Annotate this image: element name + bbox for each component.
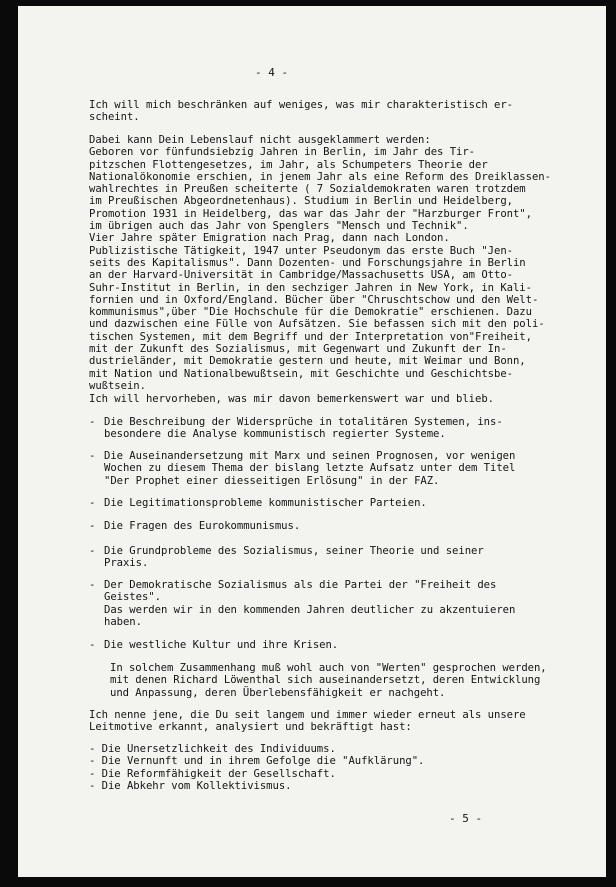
text-line: im übrigen auch das Jahr von Spenglers "Mensch und Technik". — [89, 220, 469, 233]
text-line: mit denen Richard Löwenthal sich auseinandersetzt, deren Entwicklung — [110, 674, 541, 687]
highlight-intro: Ich will hervorheben, was mir davon bemerkenswert war und blieb. — [89, 393, 494, 405]
text-line: Wochen zu diesem Thema der bislang letzte Aufsatz unter dem Titel — [104, 462, 516, 475]
list-item: - Die Reformfähigkeit der Gesellschaft. — [89, 767, 336, 780]
list-item — [89, 416, 503, 441]
context-paragraph — [110, 662, 547, 699]
text-line: dustrieländer, mit Demokratie gestern und heute, mit Weimar und Bonn, — [89, 355, 526, 368]
text-line: Nationalökonomie erschien, in jenem Jahr als eine Reform des Dreiklassen- — [89, 170, 551, 183]
text-line: Die westliche Kultur und ihre Krisen. — [104, 639, 339, 651]
text-line: tischen Systemen, mit dem Begriff und der Interpretation von"Freiheit, — [89, 330, 532, 343]
text-line: Ich will mich beschränken auf weniges, was mir charakteristisch er- — [89, 99, 513, 111]
text-line: Die Auseinandersetzung mit Marx und seinen Prognosen, vor wenigen — [104, 450, 516, 462]
list-dash: - — [89, 520, 96, 532]
list-item — [89, 639, 338, 651]
text-line: besondere die Analyse kommunistisch regierter Systeme. — [104, 428, 446, 441]
text-line: scheint. — [89, 111, 140, 124]
page-number-bottom: - 5 - — [449, 812, 483, 825]
list-item — [89, 450, 515, 487]
text-line: seits des Kapitalismus". Dann Dozenten- und Forschungsjahre in Berlin — [89, 256, 526, 269]
list-dash: - — [89, 497, 96, 509]
list-item: - Die Vernunft und in ihrem Gefolge die "Aufklärung". — [89, 755, 425, 768]
text-line: im Preußischen Abgeordnetenhaus). Studium in Berlin und Heidelberg, — [89, 195, 513, 208]
text-line: Publizistische Tätigkeit, 1947 unter Pseudonym das erste Buch "Jen- — [89, 244, 513, 257]
text-line: Ich nenne jene, die Du seit langem und immer wieder erneut als unsere — [89, 709, 526, 721]
text-line: an der Harvard-Universität in Cambridge/Massachusetts USA, am Otto- — [89, 269, 513, 282]
text-line: Die Grundprobleme des Sozialismus, seiner Theorie und seiner — [104, 545, 484, 557]
text-line: mit der Zukunft des Sozialismus, mit Gegenwart und Zukunft der In- — [89, 343, 507, 356]
text-line: Geboren vor fünfundsiebzig Jahren in Berlin, im Jahr des Tir- — [89, 146, 476, 159]
text-line: Die Beschreibung der Widersprüche in totalitären Systemen, ins- — [104, 416, 503, 428]
text-line: kommunismus",über "Die Hochschule für die Demokratie" erschienen. Dazu — [89, 306, 532, 319]
list-item: - Die Abkehr vom Kollektivismus. — [89, 779, 292, 792]
text-line: Dabei kann Dein Lebenslauf nicht ausgeklammert werden: — [89, 134, 431, 146]
list-item — [89, 545, 484, 570]
leitmotive-intro — [89, 709, 526, 734]
intro-paragraph — [89, 99, 513, 124]
text-line: Praxis. — [104, 557, 149, 570]
leitmotive-list — [89, 743, 424, 792]
text-line: Das werden wir in den kommenden Jahren deutlicher zu akzentuieren — [104, 603, 516, 616]
list-dash: - — [89, 545, 96, 557]
text-line: und dazwischen eine Fülle von Aufsätzen. Sie befassen sich mit den poli- — [89, 318, 545, 331]
text-line: In solchem Zusammenhang muß wohl auch von "Werten" gesprochen werden, — [110, 662, 547, 674]
list-item — [89, 497, 427, 509]
text-line: pitzschen Flottengesetzes, im Jahr, als Schumpeters Theorie der — [89, 158, 488, 171]
page-number-top: - 4 - — [255, 66, 289, 79]
list-item: - Die Unersetzlichkeit des Individuums. — [89, 743, 336, 755]
biography-paragraph — [89, 134, 551, 392]
text-line: Promotion 1931 in Heidelberg, das war das Jahr der "Harzburger Front", — [89, 207, 532, 220]
list-item — [89, 579, 515, 628]
text-line: fornien und in Oxford/England. Bücher über "Chruschtschow und den Welt- — [89, 293, 539, 306]
text-line: haben. — [104, 615, 142, 628]
text-line: Suhr-Institut in Berlin, in den sechziger Jahren in New York, in Kali- — [89, 281, 532, 294]
text-line: wußtsein. — [89, 379, 146, 392]
list-dash: - — [89, 579, 96, 591]
text-line: Die Legitimationsprobleme kommunistischer Parteien. — [104, 497, 427, 509]
text-line: "Der Prophet einer diesseitigen Erlösung" in der FAZ. — [104, 474, 440, 487]
text-line: Die Fragen des Eurokommunismus. — [104, 520, 301, 532]
list-dash: - — [89, 450, 96, 462]
document-page — [18, 6, 606, 877]
list-item — [89, 520, 300, 532]
list-dash: - — [89, 639, 96, 651]
text-line: Leitmotive erkannt, analysiert und bekräftigt hast: — [89, 721, 412, 734]
text-line: und Anpassung, deren Überlebensfähigkeit er nachgeht. — [110, 686, 446, 699]
text-line: Vier Jahre später Emigration nach Prag, dann nach London. — [89, 232, 450, 245]
list-dash: - — [89, 416, 96, 428]
text-line: wahlrechtes in Preußen scheiterte ( 7 Sozialdemokraten waren trotzdem — [89, 183, 526, 196]
text-line: Der Demokratische Sozialismus als die Partei der "Freiheit des — [104, 579, 497, 591]
text-line: Geistes". — [104, 591, 161, 604]
text-line: mit Nation und Nationalbewußtsein, mit Geschichte und Geschichtsbe- — [89, 367, 513, 380]
